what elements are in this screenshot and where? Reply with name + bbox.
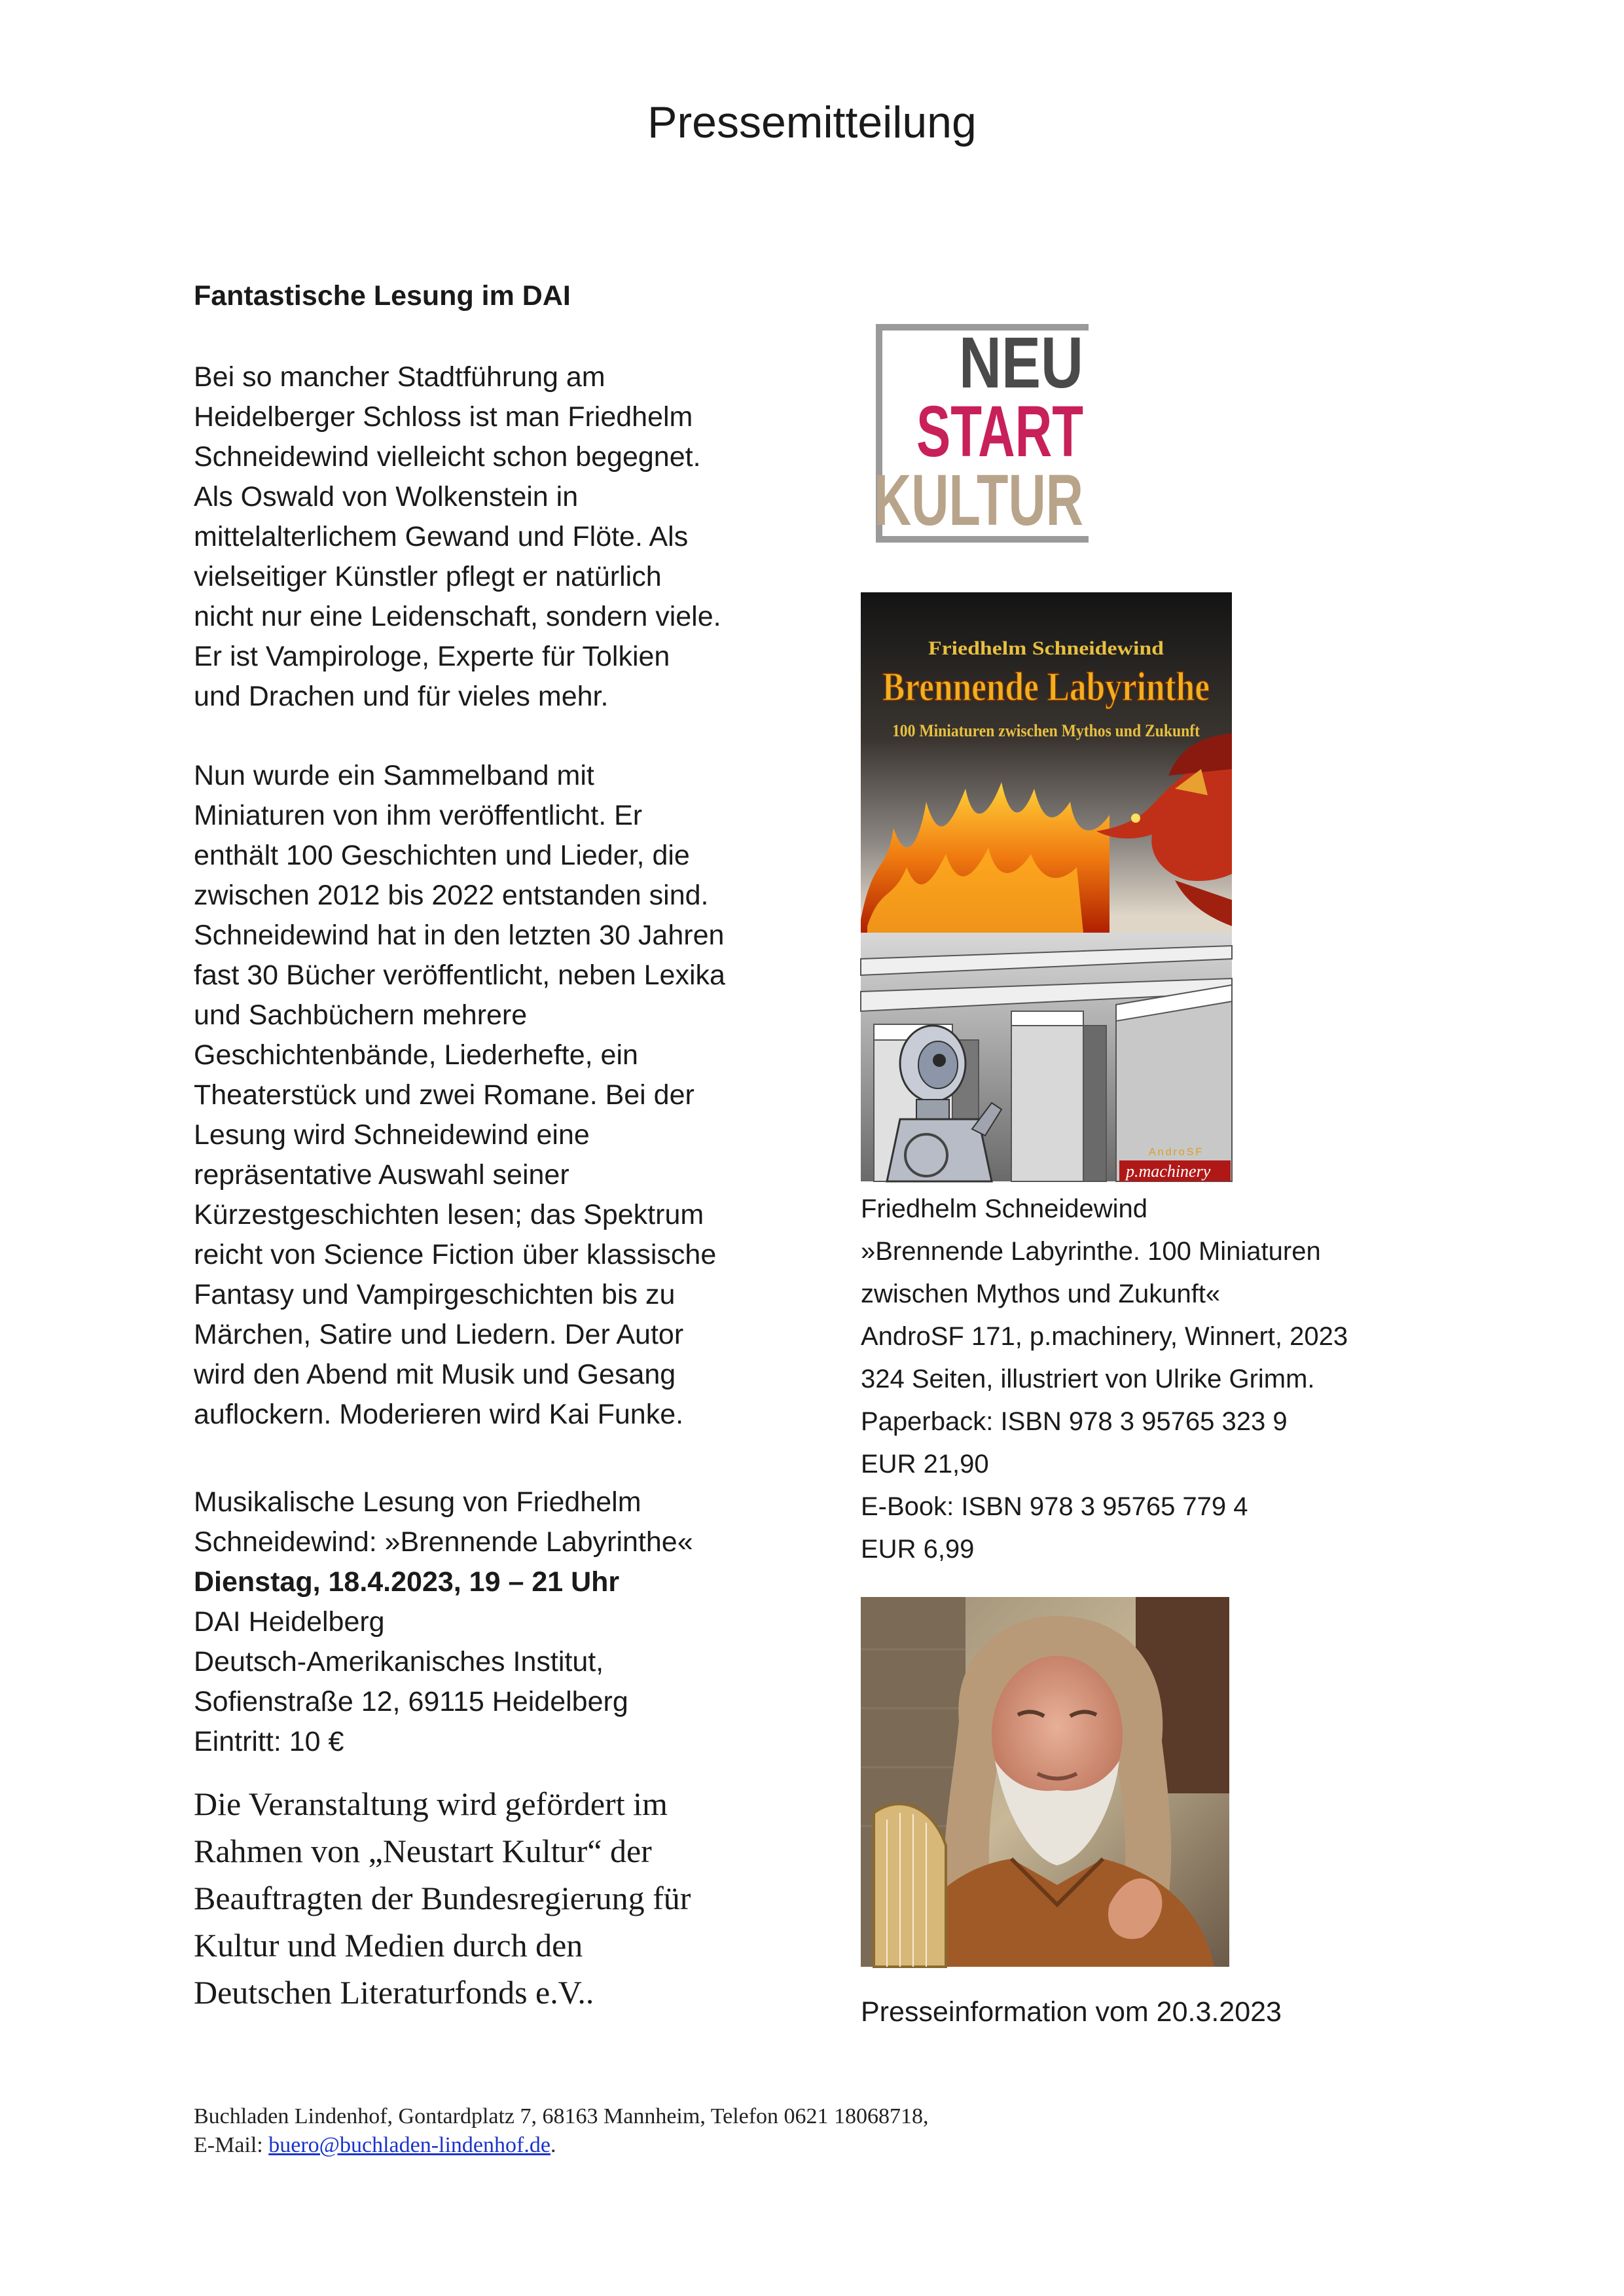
text-line: Rahmen von „Neustart Kultur“ der [194, 1833, 652, 1869]
page-title: Pressemitteilung [647, 98, 977, 147]
event-venue: DAI Heidelberg [194, 1606, 385, 1638]
book-cover [861, 592, 1232, 1181]
text-line: und Sachbüchern mehrere [194, 999, 528, 1031]
text-line: mittelalterlichem Gewand und Flöte. Als [194, 521, 689, 552]
cover-publisher: p.machinery [1126, 1162, 1211, 1181]
book-info-line: EUR 6,99 [861, 1535, 975, 1564]
text-line: Miniaturen von ihm veröffentlicht. Er [194, 800, 643, 831]
footer [194, 2102, 929, 2160]
text-line: und Drachen und für vieles mehr. [194, 681, 609, 712]
text-line: Theaterstück und zwei Romane. Bei der [194, 1079, 695, 1111]
text-line: fast 30 Bücher veröffentlicht, neben Lexika [194, 960, 725, 991]
book-info-line: 324 Seiten, illustriert von Ulrike Grimm. [861, 1365, 1315, 1393]
book-info-line: AndroSF 171, p.machinery, Winnert, 2023 [861, 1322, 1348, 1351]
event-address: Sofienstraße 12, 69115 Heidelberg [194, 1686, 628, 1717]
article-heading: Fantastische Lesung im DAI [194, 280, 571, 312]
cover-author: Friedhelm Schneidewind [928, 637, 1164, 659]
text-line: Märchen, Satire und Liedern. Der Autor [194, 1319, 684, 1350]
text-line: Die Veranstaltung wird gefördert im [194, 1785, 668, 1822]
text-line: zwischen 2012 bis 2022 entstanden sind. [194, 880, 709, 911]
text-line: Schneidewind hat in den letzten 30 Jahren [194, 920, 725, 951]
text-line: Kürzestgeschichten lesen; das Spektrum [194, 1199, 704, 1230]
cover-title: Brennende Labyrinthe [882, 665, 1210, 709]
footer-email-suffix: . [550, 2133, 556, 2157]
text-line: Nun wurde ein Sammelband mit [194, 760, 594, 791]
book-info-line: Paperback: ISBN 978 3 95765 323 9 [861, 1407, 1288, 1436]
book-info-line: »Brennende Labyrinthe. 100 Miniaturen [861, 1237, 1321, 1266]
book-info-line: EUR 21,90 [861, 1450, 989, 1479]
event-entry: Eintritt: 10 € [194, 1726, 344, 1757]
paragraph-intro [194, 357, 783, 717]
cover-subtitle: 100 Miniaturen zwischen Mythos und Zukunft [892, 721, 1200, 740]
event-line: Musikalische Lesung von Friedhelm [194, 1486, 641, 1518]
text-line: Deutschen Literaturfonds e.V.. [194, 1974, 594, 2011]
text-line: wird den Abend mit Musik und Gesang [194, 1359, 676, 1390]
cover-series: AndroSF [1149, 1147, 1204, 1158]
text-line: Geschichtenbände, Liederhefte, ein [194, 1039, 638, 1071]
text-line: Lesung wird Schneidewind eine [194, 1119, 590, 1151]
book-info-line: zwischen Mythos und Zukunft« [861, 1280, 1221, 1308]
text-line: Er ist Vampirologe, Experte für Tolkien [194, 641, 670, 672]
text-line: reicht von Science Fiction über klassische [194, 1239, 717, 1270]
text-line: Bei so mancher Stadtführung am [194, 361, 605, 393]
event-details [194, 1482, 835, 1762]
author-photo [861, 1597, 1229, 1967]
neustart-kultur-logo [874, 322, 1100, 545]
text-line: Kultur und Medien durch den [194, 1927, 583, 1964]
text-line: vielseitiger Künstler pflegt er natürlich [194, 561, 662, 592]
footer-email-line [194, 2131, 929, 2160]
text-line: auflockern. Moderieren wird Kai Funke. [194, 1399, 684, 1430]
text-line: repräsentative Auswahl seiner [194, 1159, 569, 1191]
text-line: Beauftragten der Bundesregierung für [194, 1880, 691, 1916]
book-info-line: Friedhelm Schneidewind [861, 1194, 1148, 1223]
press-info-date: Presseinformation vom 20.3.2023 [861, 1996, 1282, 2028]
book-info-line: E-Book: ISBN 978 3 95765 779 4 [861, 1492, 1248, 1521]
event-institute: Deutsch-Amerikanisches Institut, [194, 1646, 604, 1677]
event-line: Schneidewind: »Brennende Labyrinthe« [194, 1526, 693, 1558]
event-date: Dienstag, 18.4.2023, 19 – 21 Uhr [194, 1566, 620, 1598]
book-info [861, 1188, 1450, 1571]
logo-text-neu: NEU [959, 323, 1083, 403]
sponsor-note [194, 1780, 848, 2016]
text-line: Als Oswald von Wolkenstein in [194, 481, 579, 512]
email-link[interactable]: buero@buchladen-lindenhof.de [268, 2133, 550, 2157]
footer-email-label: E-Mail: [194, 2133, 263, 2157]
footer-address: Buchladen Lindenhof, Gontardplatz 7, 68163 Mannheim, Telefon 0621 18068718, [194, 2104, 929, 2128]
text-line: Heidelberger Schloss ist man Friedhelm [194, 401, 693, 433]
text-line: enthält 100 Geschichten und Lieder, die [194, 840, 690, 871]
logo-text-kultur: KULTUR [874, 460, 1083, 541]
text-line: Fantasy und Vampirgeschichten bis zu [194, 1279, 676, 1310]
logo-text-start: START [916, 391, 1083, 472]
text-line: Schneidewind vielleicht schon begegnet. [194, 441, 701, 473]
text-line: nicht nur eine Leidenschaft, sondern viele. [194, 601, 721, 632]
paragraph-book [194, 756, 783, 1435]
